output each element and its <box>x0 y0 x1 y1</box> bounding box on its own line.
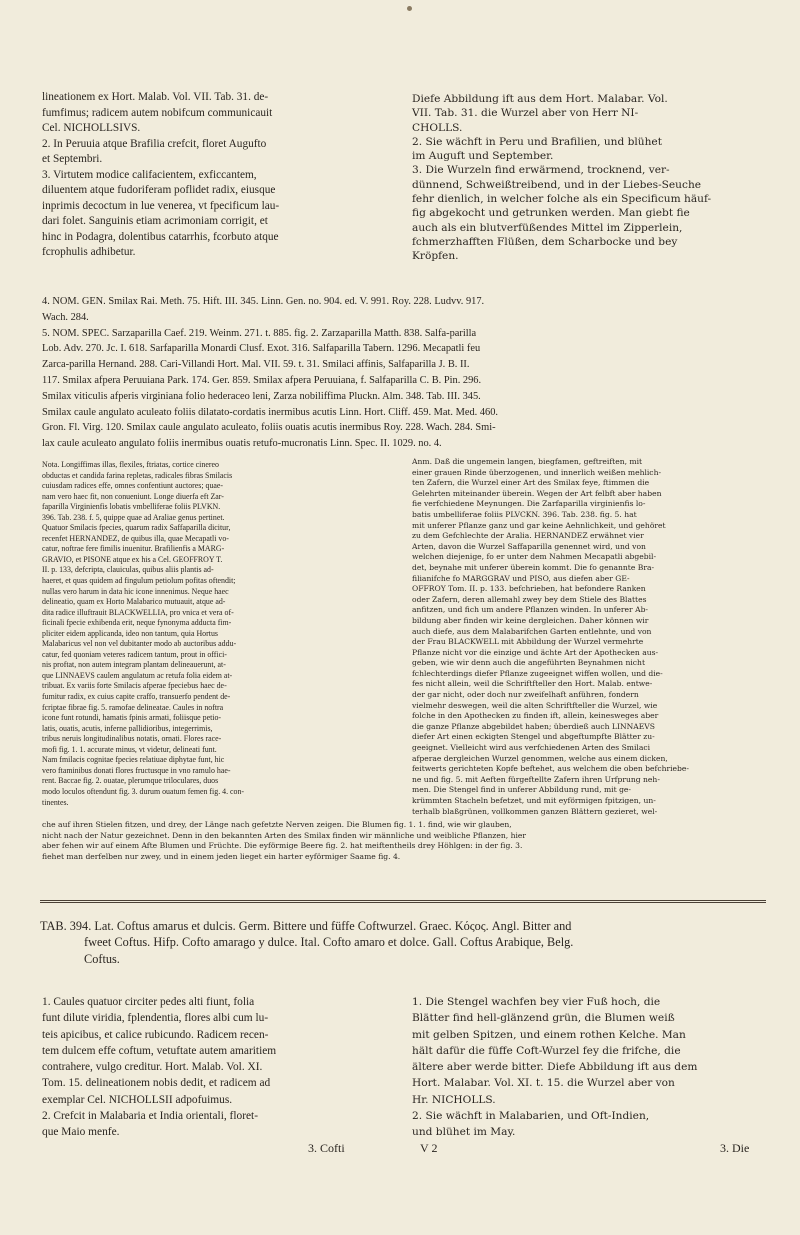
text-line: pliciter eidem applicanda, ideo non tantum, quia Hortus <box>42 628 218 638</box>
text-line: ten Zafern, die Wurzel einer Art des Smilax feye, ftimmen die <box>412 478 650 488</box>
text-line: que LINNAEVS caulem angulatum ac retufa folia eidem at- <box>42 670 233 680</box>
text-line: fchmerzhafften Flüßen, dem Scharbocke und bey <box>412 235 678 248</box>
text-line: Tom. 15. delineationem nobis dedit, et radicem ad <box>42 1077 271 1090</box>
text-line: 2. Sie wächft in Peru und Brafilien, und blühet <box>412 135 662 148</box>
nom-line: Gron. Fl. Virg. 120. Smilax caule angulato aculeato, foliis ouatis acutis inermibus Roy. 228. Wach. 284. Smi- <box>42 422 496 434</box>
text-line: oder Zafern, deren allemahl zwey bey dem Stiele des Blattes <box>412 594 647 604</box>
catchword-latin: 3. Cofti <box>308 1141 345 1155</box>
text-line: latis, ouatis, acutis, inferne pallidioribus, integerrimis, <box>42 723 213 733</box>
text-line: dita radice illuftrauit BLACKWELLIA, pro vnica et vera of- <box>42 607 234 617</box>
text-line: hält dafür die füffe Coft-Wurzel fey die frifche, die <box>412 1044 681 1057</box>
text-line: CHOLLS. <box>412 121 463 134</box>
text-line: que Maio menfe. <box>42 1126 120 1139</box>
text-line: fig abgekocht und getrunken werden. Man giebt fie <box>412 207 690 220</box>
text-line: Nam fmilacis cognitae fpecies relatiuae diphytae funt, hic <box>42 755 225 765</box>
heading-line: TAB. 394. Lat. Coftus amarus et dulcis. Germ. Bittere und füffe Coftwurzel. Graec. Κόςος. Angl. Bitter and <box>40 919 572 933</box>
text-line: auch diefe, aus dem Malabarifchen Garten entlehnte, und von <box>412 626 652 636</box>
text-line: tribuat. Ex variis forte Smilacis afperae fpeciebus haec de- <box>42 681 227 691</box>
nomenclature-block <box>42 294 766 452</box>
nota-german-continuation <box>42 820 766 862</box>
tab-394-heading <box>40 918 766 967</box>
nom-line: 5. NOM. SPEC. Sarzaparilla Caef. 219. Weinm. 271. t. 885. fig. 2. Zarzaparilla Matth. 838. Salfa-parilla <box>42 327 477 339</box>
text-line: 2. Crefcit in Malabaria et India orientali, floret- <box>42 1110 259 1123</box>
text-line: nam vero haec fit, non conueniunt. Longe diuerfa eft Zar- <box>42 491 224 501</box>
text-line: funt dilute viridia, fplendentia, flores albi cum lu- <box>42 1012 269 1025</box>
text-line: bildung aber finden wir keine dergleichen. Daher können wir <box>412 615 649 625</box>
catchword-german: 3. Die <box>720 1141 750 1155</box>
nom-line: Lob. Adv. 270. Jc. I. 618. Sarfaparilla Monardi Clusf. Exot. 316. Salfaparilla Tabern. 1296. Mecapatli feu <box>42 343 481 355</box>
text-line: 396. Tab. 238. f. 5, quippe quae ad Araliae genus pertinet. <box>42 512 225 522</box>
text-line: men. Die Stengel find in unferer Abbildung rund, mit ge- <box>412 785 631 795</box>
text-line: faparilla Virginienfis lobatis vmbelliferae foliis PLVKN. <box>42 502 221 512</box>
text-line: fehr dienlich, in welcher folche als ein Specificum häuf- <box>412 193 712 206</box>
text-line: recenfet HERNANDEZ, de quibus illa, quae Mecapatli vo- <box>42 533 229 543</box>
text-line: Blätter find hell-glänzend grün, die Blumen weiß <box>412 1012 675 1025</box>
nom-line: Wach. 284. <box>42 311 89 323</box>
text-line: aber fehen wir auf einem Afte Blumen und Früchte. Die eyförmige Beere fig. 2. hat meiftentheils drey Höhlgen: in der fig. 3. <box>42 841 523 851</box>
nom-line: Smilax viticulis afperis virginiana folio hederaceo leni, Zarza nobiliffima Pluckn. Alm. 348. Tab. III. 345. <box>42 390 481 402</box>
text-line: dari folet. Sanguinis etiam acrimoniam corrigit, et <box>42 215 268 227</box>
text-line: rent. Baccae fig. 2. ouatae, plerumque triloculares, duos <box>42 776 219 786</box>
text-line: filianifche fo MARGGRAV und PISO, aus diefen aber GE- <box>412 573 630 583</box>
nom-line: Smilax caule angulato aculeato foliis dilatato-cordatis inermibus acutis Linn. Hort. Cliff. 459. Mat. Med. 460. <box>42 406 499 418</box>
text-line: fiehet man derfelben nur zwey, und in einem jeden lieget ein harter eyförmiger Saame fig. 4. <box>42 851 401 861</box>
text-line: mit unferer Pflanze ganz und gar keine Aehnlichkeit, und gehöret <box>412 520 666 530</box>
text-line: che auf ihren Stielen fitzen, und drey, der Länge nach gefetzte Nerven zeigen. Die Blumen fig. 1. 1. find, wie wir glauben, <box>42 820 512 829</box>
heading-line: Coftus. <box>84 951 120 966</box>
text-line: fumitur radix, ex cuius capite craffo, transuerfo pendent de- <box>42 692 231 702</box>
text-line: det, beynahe mit unferer überein kommt. Die fo genannte Bra- <box>412 562 655 572</box>
text-line: vero ftaminibus donati flores fructusque in vno ramulo hae- <box>42 765 231 775</box>
text-line: catur, noftrae fere fimilis inuenitur. Brafilienfis a MARG- <box>42 544 225 554</box>
sec3-german-column <box>412 92 766 264</box>
text-line: im Auguft und September. <box>412 150 554 163</box>
nota-german-column <box>412 457 766 817</box>
text-line: 1. Caules quatuor circiter pedes alti fiunt, folia <box>42 996 255 1008</box>
text-line: VII. Tab. 31. die Wurzel aber von Herr NI- <box>412 107 639 120</box>
text-line: 3. Die Wurzeln find erwärmend, trocknend, ver- <box>412 164 670 177</box>
text-line: exemplar Cel. NICHOLLSII adpofuimus. <box>42 1093 233 1106</box>
text-line: lineationem ex Hort. Malab. Vol. VII. Tab. 31. de- <box>42 91 269 103</box>
text-line: Cel. NICHOLLSIVS. <box>42 122 141 134</box>
text-line: afperae dergleichen Wurzel genommen, welche aus einem dicken, <box>412 753 668 763</box>
text-line: der gar nicht, oder doch nur zweifelhaft anführen, fondern <box>412 690 639 700</box>
text-line: nis proftat, non autem integram plantam delineauerunt, at- <box>42 660 226 670</box>
tab-394-latin-column <box>42 994 390 1141</box>
text-line: krümmten Stacheln befetzet, und mit eyförmigen fpitzigen, un- <box>412 796 656 805</box>
nom-line: 117. Smilax afpera Peruuiana Park. 174. Ger. 859. Smilax afpera Peruuiana, f. Salfaparilla C. B. Pin. 296. <box>42 374 482 386</box>
text-line: ficinali fpecie exhibenda erit, neque fynonyma adducta fim- <box>42 618 232 628</box>
text-line: tinentes. <box>42 797 69 807</box>
text-line: icone funt rotundi, hamatis fpinis armati, foliisque petio- <box>42 713 222 723</box>
text-line: Nota. Longiffimas illas, flexiles, ftriatas, cortice cinereo <box>42 460 219 469</box>
sec3-latin-column <box>42 90 390 261</box>
text-line: haeret, et quas quidem ad fingulum petiolum pofitas oftendit; <box>42 576 236 586</box>
text-line: fie verfchiedene Meynungen. Die Zarfaparilla virginienfis lo- <box>412 499 646 509</box>
text-line: 1. Die Stengel wachfen bey vier Fuß hoch, die <box>412 996 661 1008</box>
text-line: Quatuor Smilacis fpecies, quarum radix Saffaparilla dicitur, <box>42 523 231 533</box>
text-line: Diefe Abbildung ift aus dem Hort. Malabar. Vol. <box>412 93 668 105</box>
text-line: vielmehr deswegen, weil die alten Schriftfteller die Wurzel, wie <box>412 700 658 710</box>
text-line: Gelehrten miteinander überein. Wegen der Art felbft aber haben <box>412 488 662 498</box>
text-line: diefer Art einen eckigten Stengel und abgeftumpfte Blätter zu- <box>412 732 655 742</box>
text-line: welchen diejenige, fo er unter dem Nahmen Mecapatli abgebil- <box>412 552 657 562</box>
text-line: der Frau BLACKWELL mit Abbildung der Wurzel vermehrte <box>412 637 644 647</box>
text-line: teis apicibus, et calice rubicundo. Radicem recen- <box>42 1028 269 1041</box>
text-line: OFFROY Tom. II. p. 133. befchrieben, hat befondere Ranken <box>412 584 646 594</box>
text-line: einer grauen Rinde überzogenen, und innerlich weißen mehlich- <box>412 467 662 477</box>
text-line: II. p. 133, defcripta, clauiculas, quibus aliis plantis ad- <box>42 565 214 575</box>
text-line: folche in den Apothecken zu finden ift, allein, keinesweges aber <box>412 711 659 721</box>
text-line: Arten, davon die Wurzel Saffaparilla genennet wird, und von <box>412 541 646 551</box>
text-line: Anm. Daß die ungemein langen, biegfamen, geftreiften, mit <box>412 457 643 466</box>
text-line: GRAVIO, et PISONE atque ex his a Cel. GEOFFROY T. <box>42 554 223 564</box>
ink-dot <box>407 6 412 11</box>
text-line: obductas et candida farina repletas, radicales fibras Smilacis <box>42 470 233 480</box>
text-line: batis umbelliferae foliis PLVCKN. 396. Tab. 238. fig. 5. hat <box>412 509 637 519</box>
text-line: geeignet. Vielleicht wird aus verfchiedenen Arten des Smilaci <box>412 743 651 753</box>
text-line: geben, wie wir denn auch die angeführten Beynahmen nicht <box>412 658 645 668</box>
text-line: diluentem atque fudoriferam poflidet radix, eiusque <box>42 184 276 196</box>
text-line: hinc in Podagra, dolentibus catarrhis, fcorbuto atque <box>42 230 279 243</box>
text-line: nicht nach der Natur gezeichnet. Denn in den bekannten Arten des Smilax finden wir männliche und weibliche Pflanzen, hier <box>42 830 527 840</box>
text-line: auch als ein blutverfüßendes Mittel im Zipperlein, <box>412 221 683 234</box>
text-line: Pflanze nicht vor die einzige und ächte Art der Apothecken aus- <box>412 647 659 657</box>
text-line: Kröpfen. <box>412 250 459 263</box>
heading-line: fweet Coftus. Hifp. Cofto amarago y dulce. Ital. Cofto amaro et dolce. Gall. Coftus Arabique, Belg. <box>84 935 574 950</box>
text-line: Hort. Malabar. Vol. XI. t. 15. die Wurzel aber von <box>412 1077 675 1090</box>
text-line: dünnend, Schweißtreibend, und in der Liebes-Seuche <box>412 178 702 191</box>
nota-latin-column <box>42 460 398 808</box>
text-line: 2. Sie wächft in Malabarien, und Oft-Indien, <box>412 1110 650 1123</box>
text-line: feitwerts gerichteten Kopfe beftehet, aus welchem die oben befchriebe- <box>412 764 689 774</box>
text-line: nullas vero harum in data hic icone innenimus. Neque haec <box>42 586 229 596</box>
nom-line: Zarca-parilla Hernand. 288. Cari-Villandi Hort. Mal. VII. 59. t. 31. Smilaci affinis, Salfaparilla J. B. II. <box>42 359 470 371</box>
text-line: fcrophulis adhibetur. <box>42 246 136 258</box>
text-line: ältere aber werde bitter. Diefe Abbildung ift aus dem <box>412 1061 698 1074</box>
text-line: tribus neruis longitudinalibus notatis, ornati. Flores race- <box>42 734 222 744</box>
text-line: anfitzen, und fich um andere Pflanzen winden. In unferer Ab- <box>412 605 648 615</box>
text-line: die ganze Pflanze abgebildet haben; überdieß auch LINNAEVS <box>412 721 655 731</box>
nom-line: lax caule aculeato angulato foliis inermibus ouatis retufo-mucronatis Linn. Spec. II. 1029. no. 4. <box>42 438 442 450</box>
text-line: inprimis decoctum in lue venerea, vt fpecificum lau- <box>42 199 280 212</box>
text-line: fumfimus; radicem autem nobifcum communicauit <box>42 106 273 119</box>
text-line: terhalb blaßgrünen, vollkommen ganzen Blättern gezieret, wel- <box>412 806 658 816</box>
text-line: fcriptae fibrae fig. 5. ramofae delineatae. Caules in noftra <box>42 702 224 712</box>
text-line: fchlechterdings diefer Pflanze zugeeignet wiffen wollen, und die- <box>412 668 663 678</box>
text-line: mit gelben Spitzen, und einem rothen Kelche. Man <box>412 1028 686 1041</box>
text-line: catur, fed quoniam veteres radicem tantum, prout in offici- <box>42 649 227 659</box>
text-line: 2. In Peruuia atque Brafilia crefcit, floret Augufto <box>42 137 267 150</box>
section-divider <box>40 900 766 904</box>
text-line: Hr. NICHOLLS. <box>412 1093 496 1106</box>
text-line: contrahere, vulgo creditur. Hort. Malab. Vol. XI. <box>42 1061 263 1074</box>
text-line: 3. Virtutem modice califacientem, exficcantem, <box>42 168 257 181</box>
text-line: modo loculos oftendunt fig. 3. durum ouatum femen fig. 4. con- <box>42 786 245 796</box>
text-line: zu dem Gefchlechte der Aralia. HERNANDEZ erwähnet vier <box>412 531 644 541</box>
text-line: delineatio, quam ex Horto Malabarico mutuauit, atque ad- <box>42 597 226 607</box>
text-line: ne und fig. 5. mit Aeften fürgeftellte Zafern ihren Urfprung neh- <box>412 774 660 784</box>
text-line: mofi fig. 1. 1. accurate minus, vt videtur, delineati funt. <box>42 744 217 754</box>
signature-mark: V 2 <box>420 1141 438 1155</box>
text-line: fes nicht allein, weil die Schriftfteller den Hort. Malab. entwe- <box>412 679 653 689</box>
nom-line: 4. NOM. GEN. Smilax Rai. Meth. 75. Hift. III. 345. Linn. Gen. no. 904. ed. V. 991. Roy. 228. Ludvv. 917. <box>42 296 485 307</box>
tab-394-german-column <box>412 994 766 1141</box>
text-line: Malabaricus vel non vel dubitanter modo ab auctoribus addu- <box>42 639 237 649</box>
text-line: cuiusdam radices effe, omnes confentiunt auctores; quae- <box>42 481 224 491</box>
text-line: tem dulcem effe coftum, vetuftate autem amaritiem <box>42 1044 277 1057</box>
text-line: und blühet im May. <box>412 1126 516 1139</box>
text-line: et Septembri. <box>42 153 103 165</box>
